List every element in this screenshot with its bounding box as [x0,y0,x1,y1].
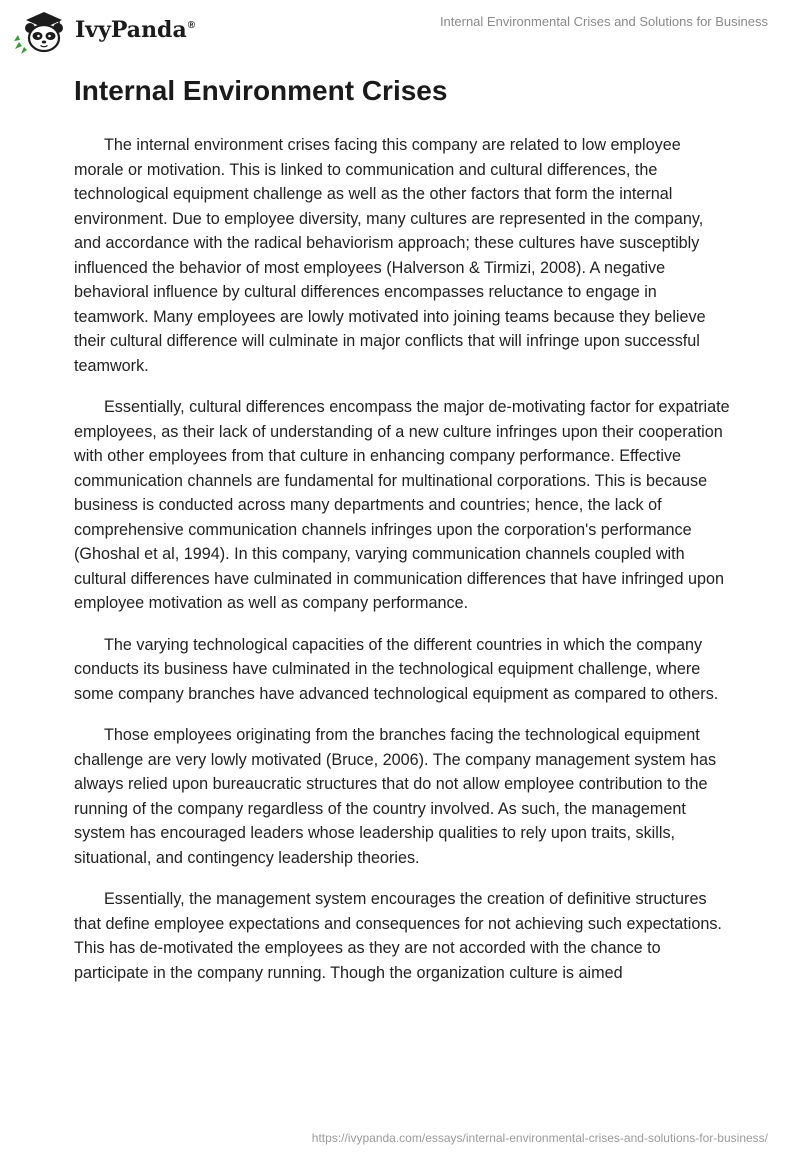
paragraph: Essentially, the management system encourages the creation of definitive structures that define employee expectations and consequences for not achieving such expectations. This has de-motivated the employees as they are not accorded with the chance to participate in the company running. Though the organization culture is aimed [74,890,722,982]
ivypanda-logo[interactable] [14,7,195,55]
paragraph: Essentially, cultural differences encompass the major de-motivating factor for expatriate employees, as their lack of understanding of a new culture infringes upon their cooperation with other employees from that culture in enhancing company performance. Effective communication channels are fundamental for multinational corporations. This is because business is conducted across many departments and countries; hence, the lack of comprehensive communication channels infringes upon the corporation's performance (Ghoshal et al, 1994). In this company, varying communication channels coupled with cultural differences have culminated in communication differences that have infringed upon employee motivation as well as company performance. [74,398,730,612]
document-title: Internal Environmental Crises and Solutions for Business [439,14,768,29]
section-heading: Internal Environment Crises [74,75,448,106]
paragraph: The varying technological capacities of the different countries in which the company conducts its business have culminated in the technological equipment challenge, where some company branches have advanced technological equipment as compared to others. [74,635,719,703]
panda-graduate-icon [14,7,68,55]
brand-name: IvyPanda® [75,17,196,43]
paragraph: The internal environment crises facing this company are related to low employee morale or motivation. This is linked to communication and cultural differences, the technological equipment challenge as well as the other factors that form the internal environment. Due to employee diversity, many cultures are represented in the company, and accordance with the radical behaviorism approach; these cultures have susceptibly influenced the behavior of most employees (Halverson & Tirmizi, 2008). A negative behavioral influence by cultural differences encompasses reluctance to engage in teamwork. Many employees are lowly motivated into joining teams because they believe their cultural difference will culminate in major conflicts that will infringe upon successful teamwork. [74,136,706,375]
registered-mark: ® [187,20,196,31]
paragraph: Those employees originating from the branches facing the technological equipment challenge are very lowly motivated (Bruce, 2006). The company management system has always relied upon bureaucratic structures that do not allow employee contribution to the running of the company regardless of the country involved. As such, the management system has encouraged leaders whose leadership qualities to rely upon traits, skills, situational, and contingency leadership theories. [74,726,717,867]
article-body [74,72,734,985]
page-header [0,0,800,60]
source-url[interactable]: https://ivypanda.com/essays/internal-environmental-crises-and-solutions-for-business/ [311,1131,768,1145]
